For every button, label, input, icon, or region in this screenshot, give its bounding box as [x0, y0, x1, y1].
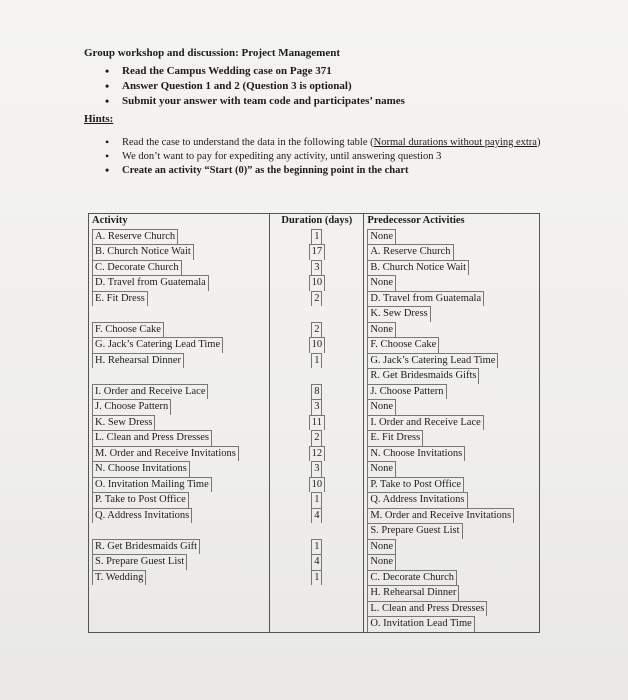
- activity-cell: [89, 554, 270, 570]
- activity-cell: [89, 399, 270, 415]
- activity-cell-text: P. Take to Post Office: [92, 492, 189, 508]
- activity-cell: [89, 616, 270, 632]
- predecessor-cell-text: M. Order and Receive Invitations: [367, 508, 514, 524]
- activity-cell: [89, 508, 270, 524]
- predecessor-cell: [364, 461, 540, 477]
- activity-cell: [89, 585, 270, 601]
- header-activity: Activity: [89, 214, 270, 229]
- duration-cell-text: 11: [309, 415, 325, 431]
- table-row: [89, 229, 540, 245]
- duration-cell: [270, 492, 364, 508]
- activity-cell: [89, 461, 270, 477]
- table-row: [89, 616, 540, 632]
- activity-cell-text: G. Jack’s Catering Lead Time: [92, 337, 223, 353]
- predecessor-cell: [364, 337, 540, 353]
- duration-cell-text: 10: [309, 477, 326, 493]
- predecessor-cell: [364, 415, 540, 431]
- table-row: [89, 446, 540, 462]
- predecessor-cell: [364, 260, 540, 276]
- hint-underlined-text: Normal durations without paying extra: [373, 137, 537, 148]
- table-row: [89, 461, 540, 477]
- table-row: [89, 322, 540, 338]
- table-row: [89, 492, 540, 508]
- predecessor-cell: [364, 508, 540, 524]
- activity-cell: [89, 368, 270, 384]
- predecessor-cell-text: None: [367, 461, 396, 477]
- activity-cell-text: N. Choose Invitations: [92, 461, 190, 477]
- activity-cell: [89, 337, 270, 353]
- task-item: • Read the Campus Wedding case on Page 371: [105, 64, 405, 79]
- activity-cell: [89, 415, 270, 431]
- activity-cell: [89, 322, 270, 338]
- table-row: [89, 601, 540, 617]
- predecessor-cell: [364, 291, 540, 307]
- duration-cell-text: 3: [311, 260, 322, 276]
- predecessor-cell-text: G. Jack’s Catering Lead Time: [367, 353, 498, 369]
- duration-cell: [270, 399, 364, 415]
- duration-cell: [270, 306, 364, 322]
- predecessor-cell-text: None: [367, 229, 396, 245]
- activity-cell-text: S. Prepare Guest List: [92, 554, 187, 570]
- duration-cell: [270, 244, 364, 260]
- activity-cell: [89, 523, 270, 539]
- duration-cell-text: 12: [309, 446, 326, 462]
- duration-cell: [270, 260, 364, 276]
- predecessor-cell: [364, 492, 540, 508]
- duration-cell-text: 17: [309, 244, 326, 260]
- table-row: [89, 306, 540, 322]
- predecessor-cell-text: None: [367, 322, 396, 338]
- activity-cell: [89, 244, 270, 260]
- activity-cell: [89, 477, 270, 493]
- predecessor-cell: [364, 229, 540, 245]
- duration-cell: [270, 275, 364, 291]
- task-list: [105, 64, 405, 109]
- duration-cell: [270, 554, 364, 570]
- predecessor-cell-text: None: [367, 399, 396, 415]
- predecessor-cell: [364, 539, 540, 555]
- predecessor-cell: [364, 446, 540, 462]
- predecessor-cell-text: I. Order and Receive Lace: [367, 415, 483, 431]
- header-duration: Duration (days): [270, 214, 364, 229]
- activity-cell: [89, 492, 270, 508]
- task-item: • Submit your answer with team code and participates’ names: [105, 94, 405, 109]
- predecessor-cell-text: S. Prepare Guest List: [367, 523, 462, 539]
- table-row: [89, 399, 540, 415]
- duration-cell: [270, 461, 364, 477]
- activity-cell: [89, 275, 270, 291]
- page-title: Group workshop and discussion: Project Management: [84, 47, 340, 59]
- activity-cell-text: F. Choose Cake: [92, 322, 164, 338]
- table-row: [89, 508, 540, 524]
- activity-cell-text: R. Get Bridesmaids Gift: [92, 539, 200, 555]
- predecessor-cell: [364, 353, 540, 369]
- duration-cell-text: 2: [311, 430, 322, 446]
- activity-cell-text: O. Invitation Mailing Time: [92, 477, 212, 493]
- predecessor-cell: [364, 306, 540, 322]
- hint-text: Read the case to understand the data in the following table (: [122, 137, 374, 148]
- duration-cell-text: 8: [311, 384, 322, 400]
- predecessor-cell: [364, 523, 540, 539]
- duration-cell-text: 3: [311, 399, 322, 415]
- predecessor-cell-text: O. Invitation Lead Time: [367, 616, 475, 632]
- table-row: [89, 570, 540, 586]
- duration-cell-text: 1: [311, 353, 322, 369]
- duration-cell: [270, 539, 364, 555]
- duration-cell: [270, 570, 364, 586]
- hint-text: ): [536, 137, 541, 148]
- duration-cell: [270, 430, 364, 446]
- duration-cell-text: 4: [311, 554, 322, 570]
- activity-cell: [89, 306, 270, 322]
- duration-cell: [270, 601, 364, 617]
- predecessor-cell-text: A. Reserve Church: [367, 244, 453, 260]
- activity-cell-text: B. Church Notice Wait: [92, 244, 194, 260]
- activity-cell-text: K. Sew Dress: [92, 415, 155, 431]
- duration-cell-text: 10: [309, 275, 326, 291]
- predecessor-cell-text: L. Clean and Press Dresses: [367, 601, 487, 617]
- duration-cell: [270, 291, 364, 307]
- predecessor-cell-text: D. Travel from Guatemala: [367, 291, 484, 307]
- activity-cell-text: J. Choose Pattern: [92, 399, 171, 415]
- table-row: [89, 585, 540, 601]
- predecessor-cell: [364, 384, 540, 400]
- table-row: [89, 384, 540, 400]
- activity-cell: [89, 570, 270, 586]
- predecessor-cell-text: J. Choose Pattern: [367, 384, 446, 400]
- predecessor-cell-text: B. Church Notice Wait: [367, 260, 469, 276]
- predecessor-cell-text: None: [367, 554, 396, 570]
- table-row: [89, 415, 540, 431]
- table-row: [89, 430, 540, 446]
- duration-cell-text: 1: [311, 539, 322, 555]
- predecessor-cell: [364, 322, 540, 338]
- predecessor-cell: [364, 368, 540, 384]
- duration-cell: [270, 229, 364, 245]
- activity-cell: [89, 430, 270, 446]
- activity-cell: [89, 601, 270, 617]
- activity-cell-text: A. Reserve Church: [92, 229, 178, 245]
- duration-cell: [270, 446, 364, 462]
- predecessor-cell: [364, 477, 540, 493]
- activity-cell: [89, 446, 270, 462]
- activity-cell-text: T. Wedding: [92, 570, 146, 586]
- duration-cell: [270, 322, 364, 338]
- predecessor-cell-text: F. Choose Cake: [367, 337, 439, 353]
- predecessor-cell: [364, 570, 540, 586]
- duration-cell-text: 4: [311, 508, 322, 524]
- activity-cell-text: Q. Address Invitations: [92, 508, 192, 524]
- activity-cell: [89, 229, 270, 245]
- predecessor-cell: [364, 585, 540, 601]
- duration-cell: [270, 415, 364, 431]
- predecessor-cell: [364, 430, 540, 446]
- activity-cell-text: I. Order and Receive Lace: [92, 384, 208, 400]
- duration-cell: [270, 508, 364, 524]
- predecessor-cell-text: N. Choose Invitations: [367, 446, 465, 462]
- duration-cell: [270, 337, 364, 353]
- activity-cell-text: L. Clean and Press Dresses: [92, 430, 212, 446]
- duration-cell-text: 2: [311, 322, 322, 338]
- activity-cell-text: H. Rehearsal Dinner: [92, 353, 184, 369]
- duration-cell-text: 1: [311, 229, 322, 245]
- activity-cell: [89, 384, 270, 400]
- activity-cell-text: C. Decorate Church: [92, 260, 182, 276]
- activity-cell: [89, 291, 270, 307]
- predecessor-cell: [364, 244, 540, 260]
- table-row: [89, 291, 540, 307]
- duration-cell: [270, 585, 364, 601]
- activity-cell-text: E. Fit Dress: [92, 291, 148, 307]
- task-item: • Answer Question 1 and 2 (Question 3 is optional): [105, 79, 405, 94]
- table-row: [89, 368, 540, 384]
- predecessor-cell-text: C. Decorate Church: [367, 570, 457, 586]
- duration-cell: [270, 477, 364, 493]
- hint-item: • Create an activity “Start (0)” as the beginning point in the chart: [105, 164, 565, 177]
- table-row: [89, 554, 540, 570]
- table-row: [89, 477, 540, 493]
- predecessor-cell: [364, 601, 540, 617]
- duration-cell-text: 1: [311, 570, 322, 586]
- activity-cell-text: D. Travel from Guatemala: [92, 275, 209, 291]
- duration-cell-text: 1: [311, 492, 322, 508]
- table-row: [89, 275, 540, 291]
- table-header-row: [89, 214, 540, 229]
- predecessor-cell-text: None: [367, 275, 396, 291]
- hint-item: [105, 136, 565, 149]
- header-predecessors: Predecessor Activities: [364, 214, 540, 229]
- table-row: [89, 337, 540, 353]
- hints-list: [105, 136, 565, 178]
- duration-cell: [270, 384, 364, 400]
- predecessor-cell-text: Q. Address Invitations: [367, 492, 467, 508]
- duration-cell: [270, 523, 364, 539]
- hints-heading: Hints:: [84, 113, 114, 125]
- predecessor-cell-text: E. Fit Dress: [367, 430, 423, 446]
- predecessor-cell-text: R. Get Bridesmaids Gifts: [367, 368, 479, 384]
- duration-cell: [270, 368, 364, 384]
- predecessor-cell: [364, 554, 540, 570]
- activity-cell: [89, 260, 270, 276]
- duration-cell: [270, 616, 364, 632]
- activity-cell: [89, 353, 270, 369]
- table-row: [89, 260, 540, 276]
- predecessor-cell: [364, 616, 540, 632]
- table-row: [89, 539, 540, 555]
- duration-cell-text: 10: [309, 337, 326, 353]
- predecessor-cell-text: None: [367, 539, 396, 555]
- activity-table: [88, 213, 540, 633]
- duration-cell: [270, 353, 364, 369]
- predecessor-cell-text: H. Rehearsal Dinner: [367, 585, 459, 601]
- table-row: [89, 353, 540, 369]
- hint-item: • We don’t want to pay for expediting any activity, until answering question 3: [105, 150, 565, 163]
- activity-cell: [89, 539, 270, 555]
- predecessor-cell: [364, 399, 540, 415]
- activity-cell-text: M. Order and Receive Invitations: [92, 446, 239, 462]
- predecessor-cell-text: P. Take to Post Office: [367, 477, 464, 493]
- duration-cell-text: 2: [311, 291, 322, 307]
- duration-cell-text: 3: [311, 461, 322, 477]
- predecessor-cell: [364, 275, 540, 291]
- predecessor-cell-text: K. Sew Dress: [367, 306, 430, 322]
- table-row: [89, 523, 540, 539]
- table-row: [89, 244, 540, 260]
